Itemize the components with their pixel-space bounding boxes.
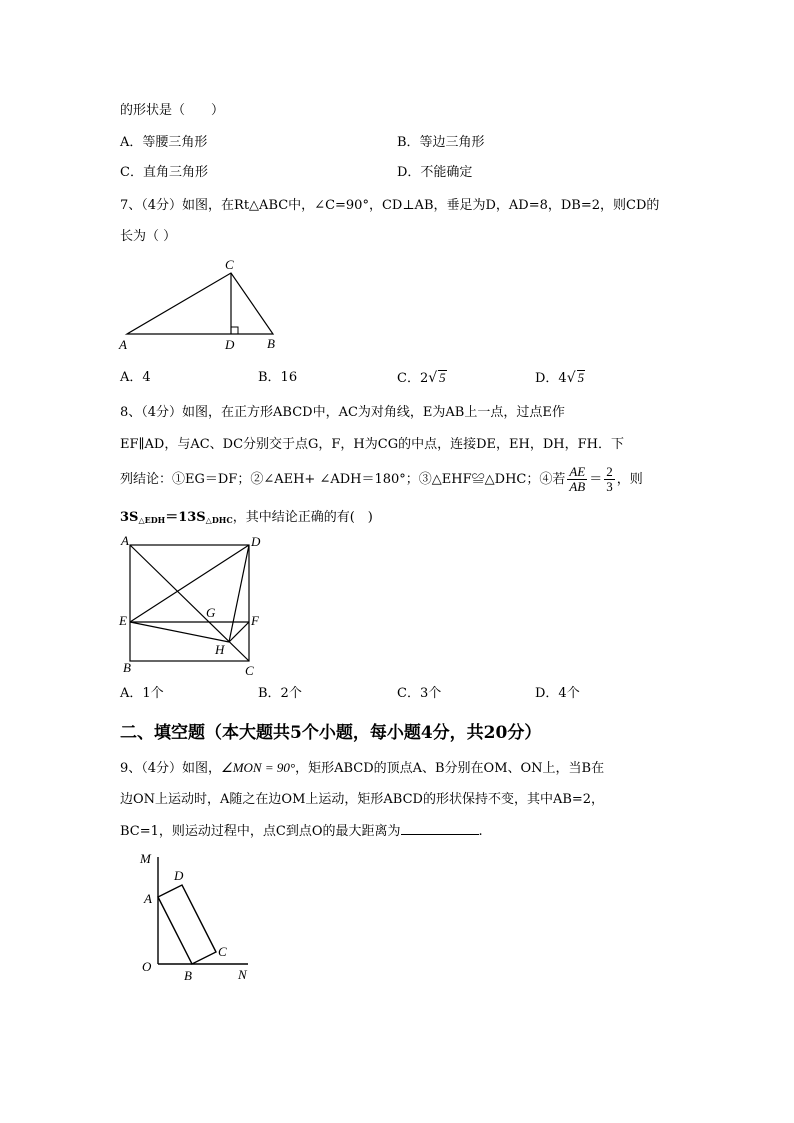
q8-stem-line1: 8、（4分）如图，在正方形ABCD中，AC为对角线，E为AB上一点，过点E作	[120, 405, 565, 420]
q9-label-b: B	[184, 968, 192, 983]
q7-option-d-radicand: 5	[577, 370, 585, 385]
q8-line4-a: 3S	[120, 510, 139, 525]
q7-label-a: A	[119, 337, 127, 352]
q8-label-d: D	[251, 534, 261, 549]
q9-stem-line2: 边ON上运动时，A随之在边OM上运动，矩形ABCD的形状保持不变，其中AB=2，	[120, 792, 605, 807]
q7-label-b: B	[267, 336, 275, 351]
q8-stem-line4	[120, 509, 373, 529]
q8-option-d[interactable]: D．4个	[535, 686, 580, 701]
sqrt-icon: √	[428, 370, 438, 386]
q7-figure	[115, 255, 285, 355]
q7-option-d[interactable]	[535, 369, 585, 388]
q7-triangle-abc	[127, 273, 273, 334]
q9-line1-post: ，矩形ABCD的顶点A、B分别在OM、ON上，当B在	[295, 761, 605, 776]
q9-stem-line1	[120, 759, 604, 778]
q9-label-a: A	[144, 891, 152, 906]
q9-label-c: C	[218, 944, 227, 959]
q8-line-de	[130, 545, 249, 622]
q8-val-num: 2	[606, 464, 613, 479]
q6-option-d[interactable]: D．不能确定	[397, 165, 473, 180]
q8-val-den: 3	[606, 479, 613, 494]
q6-option-c[interactable]: C．直角三角形	[120, 165, 208, 180]
q9-figure	[130, 845, 265, 985]
q9-label-n: N	[238, 967, 247, 982]
q8-label-h: H	[215, 642, 225, 657]
q8-option-b[interactable]: B．2个	[258, 686, 302, 701]
q9-label-d: D	[174, 868, 184, 883]
q7-label-d: D	[225, 337, 235, 352]
q9-line3-text: BC=1，则运动过程中，点C到点O的最大距离为	[120, 824, 401, 839]
q8-frac-den: AB	[569, 479, 586, 494]
q7-option-b[interactable]: B．16	[258, 370, 298, 385]
q8-fraction-value	[604, 465, 615, 494]
q9-label-o: O	[142, 959, 152, 974]
q8-label-g: G	[206, 605, 216, 620]
q8-sub-dhc: △DHC	[205, 515, 233, 525]
q7-option-c-radicand: 5	[439, 370, 446, 385]
q9-answer-blank[interactable]	[401, 822, 479, 835]
q8-option-a[interactable]: A．1个	[120, 686, 164, 701]
q8-label-e: E	[119, 613, 127, 628]
q9-line3-end: .	[478, 824, 483, 839]
q6-option-a[interactable]: A．等腰三角形	[120, 135, 208, 150]
q8-stem-line3-pre: 列结论：①EG＝DF；②∠AEH+ ∠ADH＝180°；③△EHF≌△DHC；④若	[120, 472, 566, 487]
q7-stem-line2: 长为（ ）	[120, 229, 177, 244]
q6-option-b[interactable]: B．等边三角形	[397, 135, 485, 150]
q8-sub-edh: △EDH	[138, 515, 166, 525]
q8-figure	[115, 533, 275, 679]
q9-rectangle-abcd	[158, 885, 216, 964]
q7-stem-line1: 7、（4分）如图，在Rt△ABC中，∠C=90°，CD⊥AB，垂足为D，AD=8，DB=2，则CD的	[120, 198, 660, 213]
q7-option-c-prefix: C．2	[397, 371, 429, 386]
q7-label-c: C	[225, 257, 234, 272]
q9-stem-line3	[120, 822, 483, 841]
q8-label-b: B	[123, 660, 131, 675]
q7-right-angle-mark	[231, 327, 238, 334]
q8-label-f: F	[251, 613, 259, 628]
q8-label-a: A	[121, 533, 129, 548]
q8-stem-line3	[120, 462, 643, 498]
q8-frac-eq: ＝	[589, 472, 603, 487]
q9-label-m: M	[140, 851, 151, 866]
q8-frac-num: AE	[569, 464, 586, 479]
q8-stem-line2: EF∥AD，与AC、DC分别交于点G，F，H为CG的中点，连接DE，EH，DH，FH．下	[120, 437, 624, 452]
q8-line-eh	[130, 622, 229, 642]
sqrt-icon: √	[566, 370, 576, 386]
q9-angle-expr: ∠MON = 90°	[221, 760, 296, 775]
q8-label-c: C	[245, 663, 254, 678]
q8-line-dh	[229, 545, 249, 642]
q7-option-c[interactable]	[397, 369, 447, 388]
q8-option-c[interactable]: C．3个	[397, 686, 442, 701]
q7-option-a[interactable]: A．4	[120, 370, 151, 385]
q8-line4-c: ，其中结论正确的有( )	[232, 510, 373, 525]
section-heading: 二、填空题（本大题共5个小题，每小题4分，共20分）	[120, 723, 542, 743]
q7-option-d-prefix: D．4	[535, 371, 567, 386]
q8-line4-b: ＝13S	[165, 510, 206, 525]
q8-fraction-ae-ab	[567, 465, 587, 494]
q9-line1-pre: 9、（4分）如图，	[120, 761, 222, 776]
q8-diagonal-ac	[130, 545, 249, 661]
q8-stem-line3-post: ，则	[616, 472, 643, 487]
q6-stem-tail: 的形状是（ ）	[120, 103, 225, 118]
